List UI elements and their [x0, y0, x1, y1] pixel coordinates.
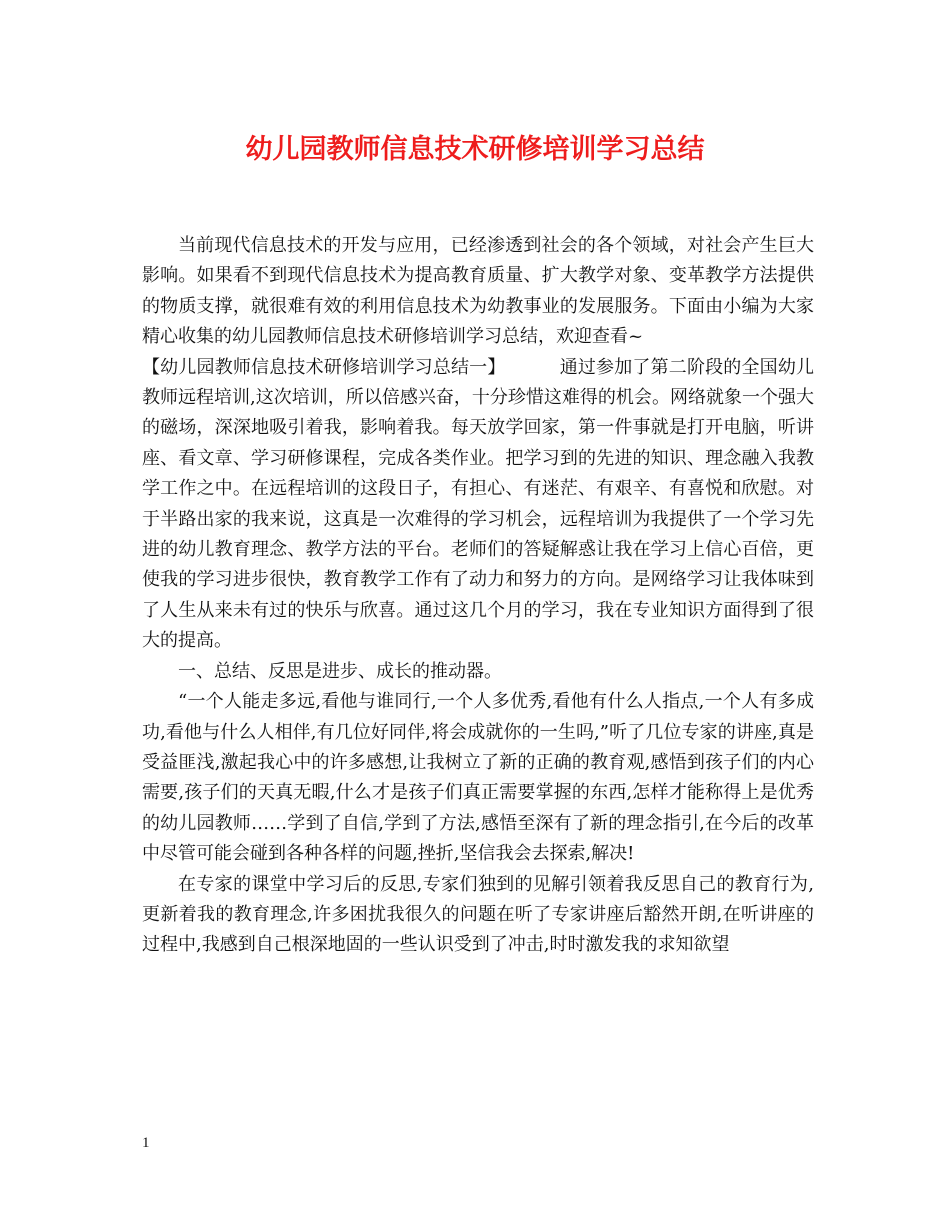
section-heading: 【幼儿园教师信息技术研修培训学习总结一】 — [142, 356, 506, 378]
reflection-paragraph: 在专家的课堂中学习后的反思,专家们独到的见解引领着我反思自己的教育行为,更新着我的教育理念,许多困扰我很久的问题在听了专家讲座后豁然开朗,在听讲座的过程中,我感到自己根深地固的一些认识受到了冲击,时时激发我的求知欲望 — [142, 873, 814, 956]
section-gap — [506, 357, 560, 378]
point-one-heading: 一、总结、反思是进步、成长的推动器。 — [178, 660, 502, 682]
quote-paragraph: “一个人能走多远,看他与谁同行,一个人多优秀,看他有什么人指点,一个人有多成功,看他与什么人相伴,有几位好同伴,将会成就你的一生吗,”听了几位专家的讲座,真是受益匪浅,激起我心中的许多感想,让我树立了新的正确的教育观,感悟到孩子们的内心需要,孩子们的天真无暇,什么才是孩子们真正需要掌握的东西,怎样才能称得上是优秀的幼儿园教师……学到了自信,学到了方法,感悟至深有了新的理念指引,在今后的改革中尽管可能会碰到各种各样的问题,挫折,坚信我会去探索,解决! — [142, 691, 814, 865]
page-number: 1 — [142, 1135, 150, 1151]
document-title: 幼儿园教师信息技术研修培训学习总结 — [245, 134, 705, 165]
document-body — [142, 231, 814, 961]
section-paragraph — [142, 353, 814, 657]
section-body: 通过参加了第二阶段的全国幼儿教师远程培训,这次培训，所以倍感兴奋，十分珍惜这难得的机会。网络就象一个强大的磁场，深深地吸引着我，影响着我。每天放学回家，第一件事就是打开电脑，听讲座、看文章、学习研修课程，完成各类作业。把学习到的先进的知识、理念融入我教学工作之中。在远程培训的这段日子，有担心、有迷茫、有艰辛、有喜悦和欣慰。对于半路出家的我来说，这真是一次难得的学习机会，远程培训为我提供了一个学习先进的幼儿教育理念、教学方法的平台。老师们的答疑解惑让我在学习上信心百倍，更使我的学习进步很快，教育教学工作有了动力和努力的方向。是网络学习让我体味到了人生从来未有过的快乐与欣喜。通过这几个月的学习，我在专业知识方面得到了很大的提高。 — [142, 356, 815, 652]
intro-paragraph: 当前现代信息技术的开发与应用，已经渗透到社会的各个领域，对社会产生巨大影响。如果看不到现代信息技术为提高教育质量、扩大教学对象、变革教学方法提供的物质支撑，就很难有效的利用信息技术为幼教事业的发展服务。下面由小编为大家精心收集的幼儿园教师信息技术研修培训学习总结，欢迎查看~ — [142, 235, 814, 348]
